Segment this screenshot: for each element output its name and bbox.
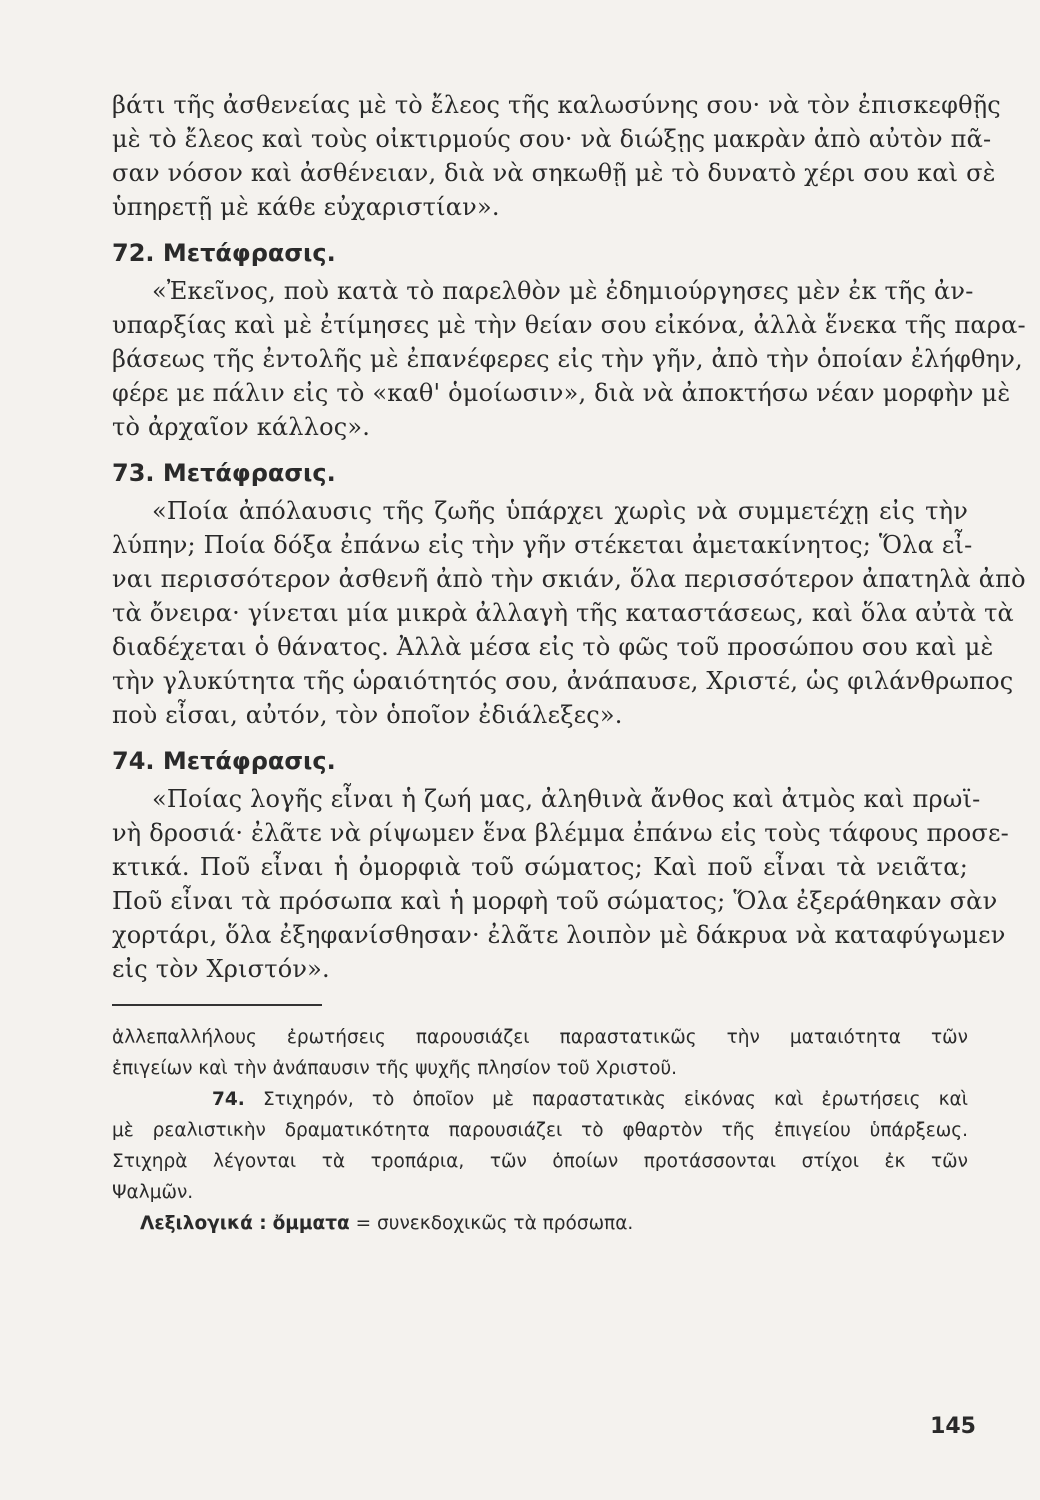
footnotes xyxy=(112,1022,968,1239)
section-heading: 73. Μετάφρασις. xyxy=(112,459,336,487)
text-line: σαν νόσον καὶ ἀσθένειαν, διὰ νὰ σηκωθῇ μὲ τὸ δυνατὸ χέρι σου καὶ σὲ xyxy=(112,159,996,187)
footnote-line: ἀλλεπαλλήλους ἐρωτήσεις παρουσιάζει παραστατικῶς τὴν ματαιότητα τῶν xyxy=(112,1027,968,1048)
section-heading: 74. Μετάφρασις. xyxy=(112,747,336,775)
text-line: διαδέχεται ὁ θάνατος. Ἀλλὰ μέσα εἰς τὸ φῶς τοῦ προσώπου σου καὶ μὲ xyxy=(112,633,994,661)
footnote-74-first-line xyxy=(112,1084,968,1115)
footnote-line: Στιχηρὰ λέγονται τὰ τροπάρια, τῶν ὁποίων προτάσσονται στίχοι ἐκ τῶν xyxy=(112,1151,968,1172)
text-line: χορτάρι, ὅλα ἐξηφανίσθησαν· ἐλᾶτε λοιπὸν μὲ δάκρυα νὰ καταφύγωμεν xyxy=(112,921,1006,949)
lexicon-definition: συνεκδοχικῶς τὰ πρόσωπα. xyxy=(377,1213,634,1234)
text-line: τὸ ἀρχαῖον κάλλος». xyxy=(112,413,371,441)
text-line: λύπην; Ποία δόξα ἐπάνω εἰς τὴν γῆν στέκεται ἀμετακίνητος; Ὅλα εἶ- xyxy=(112,531,973,559)
section-heading: 72. Μετάφρασις. xyxy=(112,239,336,267)
text-line: ὑπηρετῇ μὲ κάθε εὐχαριστίαν». xyxy=(112,193,500,221)
footnote-number: 74. xyxy=(212,1089,245,1110)
footnote-line: ἐπιγείων καὶ τὴν ἀνάπαυσιν τῆς ψυχῆς πλησίον τοῦ Χριστοῦ. xyxy=(112,1058,678,1079)
text-line: «Ἐκεῖνος, ποὺ κατὰ τὸ παρελθὸν μὲ ἐδημιούργησες μὲν ἐκ τῆς ἀν- xyxy=(152,277,974,305)
text-line: τὴν γλυκύτητα τῆς ὡραιότητός σου, ἀνάπαυσε, Χριστέ, ὡς φιλάνθρωπος xyxy=(112,667,1014,695)
footnote-line: Ψαλμῶν. xyxy=(112,1182,194,1203)
text-line: υπαρξίας καὶ μὲ ἐτίμησες μὲ τὴν θείαν σου εἰκόνα, ἀλλὰ ἕνεκα τῆς παρα- xyxy=(112,311,1026,339)
footnote-text: Στιχηρόν, τὸ ὁποῖον μὲ παραστατικὰς εἰκόνας καὶ ἐρωτήσεις καὶ xyxy=(262,1089,968,1110)
lexicon-equals: = xyxy=(355,1213,372,1234)
text-line: εἰς τὸν Χριστόν». xyxy=(112,955,330,983)
lexicon-term: ὄμματα xyxy=(272,1213,350,1234)
text-line: νὴ δροσιά· ἐλᾶτε νὰ ρίψωμεν ἕνα βλέμμα ἐπάνω εἰς τοὺς τάφους προσε- xyxy=(112,819,1009,847)
footnote-separator xyxy=(112,1004,322,1006)
page-number: 145 xyxy=(930,1414,976,1439)
section-73 xyxy=(112,456,1026,732)
text-line: μὲ τὸ ἔλεος καὶ τοὺς οἰκτιρμούς σου· νὰ διώξῃς μακρὰν ἀπὸ αὐτὸν πᾶ- xyxy=(112,125,992,153)
text-line: κτικά. Ποῦ εἶναι ἡ ὀμορφιὰ τοῦ σώματος; Καὶ ποῦ εἶναι τὰ νειᾶτα; xyxy=(112,853,968,881)
lexicon-note xyxy=(112,1208,968,1239)
text-line: Ποῦ εἶναι τὰ πρόσωπα καὶ ἡ μορφὴ τοῦ σώματος; Ὅλα ἐξεράθηκαν σὰν xyxy=(112,887,998,915)
text-line: ποὺ εἶσαι, αὐτόν, τὸν ὁποῖον ἐδιάλεξες». xyxy=(112,701,623,729)
text-line: «Ποίας λογῆς εἶναι ἡ ζωή μας, ἀληθινὰ ἄνθος καὶ ἀτμὸς καὶ πρωϊ- xyxy=(152,785,981,813)
page-text-block xyxy=(112,88,1026,1239)
footnote-line: μὲ ρεαλιστικὴν δραματικότητα παρουσιάζει τὸ φθαρτὸν τῆς ἐπιγείου ὑπάρξεως. xyxy=(112,1120,968,1141)
text-line: ναι περισσότερον ἀσθενῆ ἀπὸ τὴν σκιάν, ὅλα περισσότερον ἀπατηλὰ ἀπὸ xyxy=(112,565,1026,593)
text-line: «Ποία ἀπόλαυσις τῆς ζωῆς ὑπάρχει χωρὶς νὰ συμμετέχῃ εἰς τὴν xyxy=(152,497,968,525)
opening-paragraph xyxy=(112,88,1001,224)
section-72 xyxy=(112,236,1026,444)
text-line: βάτι τῆς ἀσθενείας μὲ τὸ ἔλεος τῆς καλωσύνης σου· νὰ τὸν ἐπισκεφθῇς xyxy=(112,91,1001,119)
lexicon-label: Λεξιλογικά : xyxy=(140,1213,267,1234)
text-line: τὰ ὄνειρα· γίνεται μία μικρὰ ἀλλαγὴ τῆς καταστάσεως, καὶ ὅλα αὐτὰ τὰ xyxy=(112,599,1014,627)
text-line: βάσεως τῆς ἐντολῆς μὲ ἐπανέφερες εἰς τὴν γῆν, ἀπὸ τὴν ὁποίαν ἐλήφθην, xyxy=(112,345,1023,373)
section-74 xyxy=(112,744,1009,986)
text-line: φέρε με πάλιν εἰς τὸ «καθ' ὁμοίωσιν», διὰ νὰ ἀποκτήσω νέαν μορφὴν μὲ xyxy=(112,379,1011,407)
